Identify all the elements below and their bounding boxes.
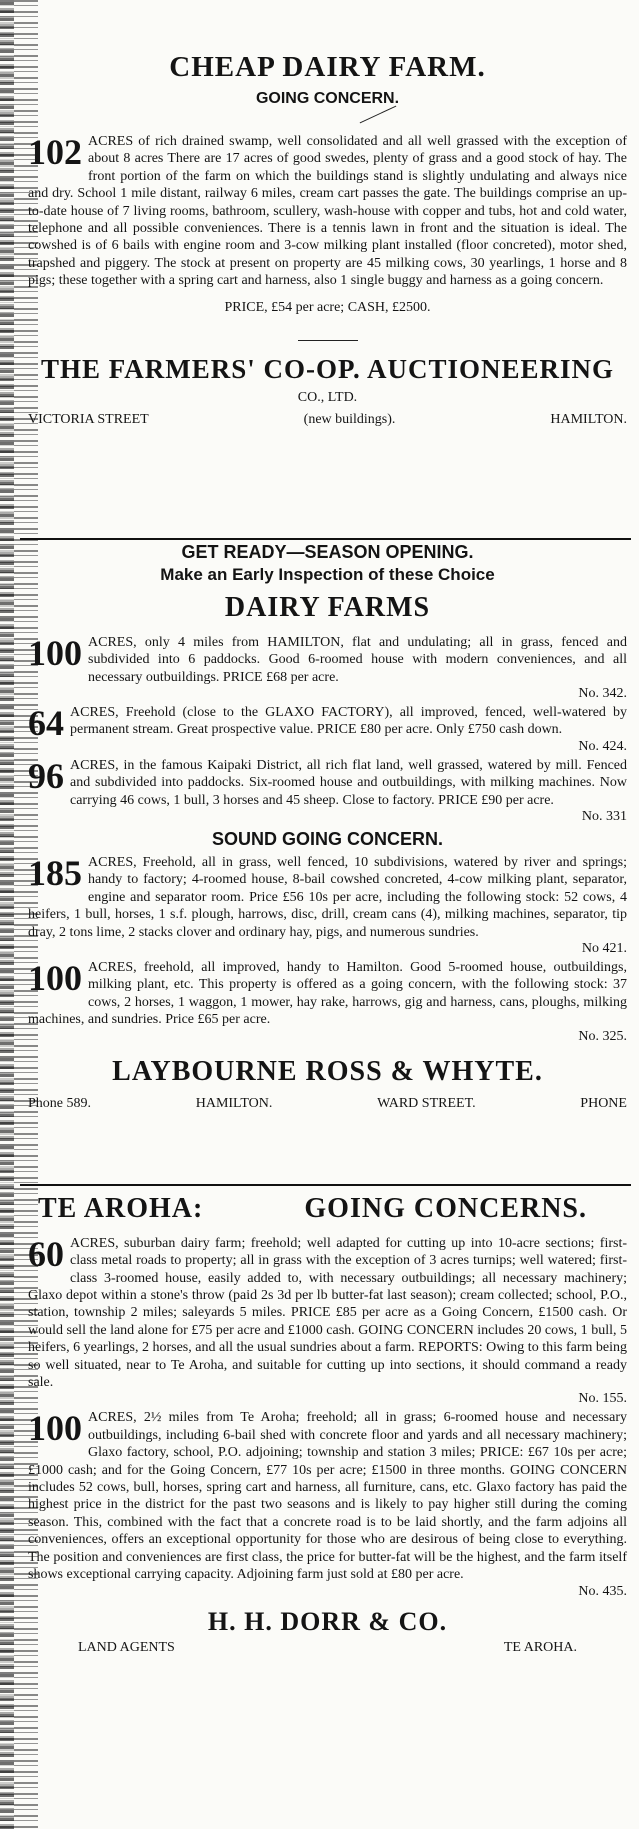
listing-acres-number: 64 xyxy=(28,703,64,744)
listing-ref: No. 424. xyxy=(578,738,627,754)
listing-acres-number: 185 xyxy=(28,853,82,894)
ad1-body: ACRES of rich drained swamp, well consolidated and all well grassed with the exception of about 8 acres There are 17 acres of good swedes, plenty of grass and a good stock of hay. The front portion of the farm on which the buildings stand is slightly undulating and always nice and dry. School 1 mile distant, railway 6 miles, cream cart passes the gate. The buildings comprise an up-to-date house of 7 living rooms, bathroom, scullery, wash-house with copper and tubs, hot and cold water, telephone and all possible conveniences. There is a tennis lawn in front and the situation is ideal. The cowshed is of 6 bails with engine room and 3-cow milking plant installed (floor concreted), motor shed, trapshed and piggery. The stock at present on property are 45 milking cows, 30 yearlings, 1 horse and 8 pigs; these together with a spring cart and harness, also 1 single buggy and harness as a going concern. xyxy=(28,133,627,289)
ad3-right: TE AROHA. xyxy=(503,1640,577,1656)
ad1-street-note: (new buildings). xyxy=(303,412,396,428)
ad2-firm: LAYBOURNE ROSS & WHYTE. xyxy=(112,1055,543,1087)
ad3-headline-left: TE AROHA: xyxy=(38,1193,204,1224)
ad2-town: HAMILTON. xyxy=(195,1095,273,1111)
ad3-left: LAND AGENTS xyxy=(78,1640,175,1656)
ad3-listing-60 xyxy=(28,1235,627,1408)
ad1-subheadline: GOING CONCERN. xyxy=(255,89,400,107)
listing-text: ACRES, Freehold (close to the GLAXO FACTORY), all improved, fenced, well-watered by permanent stream. Great prospective value. PRICE £80 per acre. Only £750 cash down. xyxy=(70,705,627,738)
ad-te-aroha xyxy=(28,1194,627,1656)
listing-text: ACRES, freehold, all improved, handy to Hamilton. Good 5-roomed house, outbuildings, milking plant, etc. This property is offered as a going concern, with the following stock: 37 cows, 2 horses, 1 waggon, 1 mower, hay rake, harrows, gig and harness, cans, ploughs, milking machines, and sundries. Price £65 per acre. xyxy=(28,960,627,1028)
ad2-phone-right: PHONE xyxy=(580,1095,627,1111)
ad1-address-row xyxy=(28,412,627,428)
ad2-title: DAIRY FARMS xyxy=(224,592,431,623)
ad2-listing-64 xyxy=(28,704,627,755)
ad2-listing-100a xyxy=(28,634,627,702)
ad3-headline-right: GOING CONCERNS. xyxy=(304,1193,587,1224)
ad3-footer-row xyxy=(28,1640,627,1656)
ad2-headline1: GET READY—SEASON OPENING. xyxy=(181,542,474,562)
ad-dairy-farms xyxy=(28,542,627,1112)
listing-acres-number: 100 xyxy=(28,1408,82,1449)
ad2-address-row xyxy=(28,1096,627,1112)
listing-ref: No. 342. xyxy=(578,686,627,702)
ad1-flourish xyxy=(360,105,397,123)
scan-edge-dark xyxy=(0,0,14,1829)
divider-2 xyxy=(20,1184,631,1186)
ad2-listing-185 xyxy=(28,854,627,957)
listing-ref: No. 325. xyxy=(578,1028,627,1044)
ad1-acres-number: 102 xyxy=(28,131,82,172)
ad2-phone-left: Phone 589. xyxy=(28,1095,91,1111)
listing-text: ACRES, in the famous Kaipaki District, all rich flat land, well grassed, watered by mill. Fenced and subdivided into paddocks. Six-roomed house and outbuildings, with milking machines. Now carrying 46 cows, 1 bull, 3 horses and 45 sheep. Close to factory. PRICE £90 per acre. xyxy=(70,757,627,808)
listing-acres-number: 96 xyxy=(28,755,64,796)
ad2-section-heading: SOUND GOING CONCERN. xyxy=(211,829,443,850)
listing-text: ACRES, Freehold, all in grass, well fenced, 10 subdivisions, watered by river and springs; handy to factory; 4-roomed house, 8-bail cowshed concreted, 4-cow milking plant, separator, engine and separator room. Price £56 10s per acre, including the following stock: 52 cows, 4 heifers, 1 bull, horses, 1 s.f. plough, harrows, disc, drill, cream cans (4), milking machines, separator, tip dray, 2 tons lime, 2 stacks clover and ordinary hay, pigs, and numerous sundries. xyxy=(28,855,627,940)
ad-cheap-dairy-farm xyxy=(28,52,627,428)
ad2-headline2: Make an Early Inspection of these Choice xyxy=(160,565,495,584)
listing-acres-number: 60 xyxy=(28,1233,64,1274)
ad1-headline: CHEAP DAIRY FARM. xyxy=(169,51,486,83)
listing-ref: No. 155. xyxy=(578,1391,627,1407)
ad1-firm: THE FARMERS' CO-OP. AUCTIONEERING xyxy=(40,353,615,384)
listing-ref: No 421. xyxy=(581,941,627,957)
ad1-firm-sub: CO., LTD. xyxy=(297,390,358,406)
listing-text: ACRES, only 4 miles from HAMILTON, flat and undulating; all in grass, fenced and subdivided into 6 paddocks. Good 6-roomed house with modern conveniences, and all necessary outbuildings. PRICE £68 per acre. xyxy=(88,634,627,685)
ad1-town: HAMILTON. xyxy=(550,412,627,428)
ad1-divider xyxy=(298,340,358,341)
listing-acres-number: 100 xyxy=(28,958,82,999)
listing-ref: No. 435. xyxy=(578,1583,627,1599)
ad3-headline-row xyxy=(28,1194,627,1225)
listing-text: ACRES, 2½ miles from Te Aroha; freehold; all in grass; 6-roomed house and necessary outbuildings, including 6-bail shed with concrete floor and yards and all necessary machinery; Glaxo factory, school, P.O. adjoining; township and station 3 miles; PRICE: £67 10s per acre; £1000 cash; and for the Going Concern, £77 10s per acre; £1500 in three months. GOING CONCERN includes 52 cows, bull, horses, spring cart and harness, all furniture, cans, etc. Glaxo factory has paid the highest price in the district for the past two seasons and is likely to pay higher still during the coming season. This, combined with the fact that a concrete road is to be laid shortly, and the farm adjoins all conveniences, offers an exceptional opportunity for those who are desirous of being close to everything. The position and conveniences are first class, the price for butter-fat will be the highest, and the farm itself shows exceptional carrying capacity. Adjoining farm just sold at £80 per acre. xyxy=(28,1410,627,1583)
ad1-price: PRICE, £54 per acre; CASH, £2500. xyxy=(224,299,431,315)
ad3-firm: H. H. DORR & CO. xyxy=(207,1606,448,1636)
ad2-listing-100b xyxy=(28,959,627,1045)
ad2-street: WARD STREET. xyxy=(377,1095,476,1111)
listing-ref: No. 331 xyxy=(581,809,627,825)
ad2-listing-96 xyxy=(28,757,627,825)
ad1-street: VICTORIA STREET xyxy=(28,412,149,428)
ad3-listing-100 xyxy=(28,1409,627,1599)
listing-text: ACRES, suburban dairy farm; freehold; well adapted for cutting up into 10-acre sections; first-class metal roads to property; all in grass with the exception of 3 acres turnips; well watered; first-class 3-roomed house, easily added to, with necessary outbuildings; all necessary machinery; Glaxo depot within a stone's throw (paid 2s 3d per lb butter-fat last season); cream collected; school, P.O., station, township 2 miles; saleyards 5 miles. PRICE £85 per acre as a Going Concern, £1500 cash. Or would sell the land alone for £75 per acre and £1000 cash. GOING CONCERN includes 20 cows, 1 bull, 5 heifers, 6 yearlings, 2 horses, and all the usual sundries about a farm. REPORTS: Owing to this farm being so well situated, near to Te Aroha, and suitable for cutting up into sections, it should command a ready sale. xyxy=(28,1235,627,1391)
divider-1 xyxy=(20,538,631,540)
listing-acres-number: 100 xyxy=(28,632,82,673)
